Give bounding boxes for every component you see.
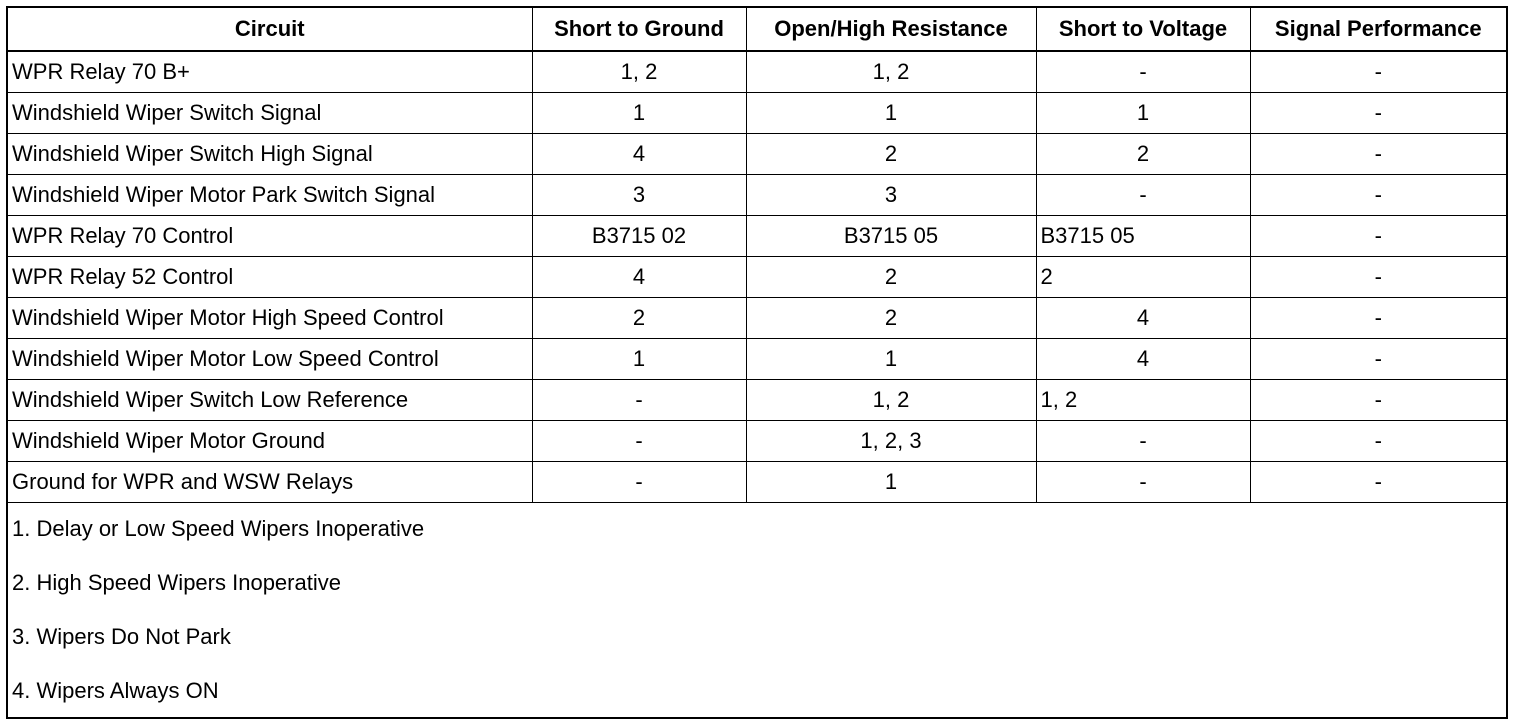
circuit-diagnosis-table	[6, 6, 1508, 719]
table-row	[7, 215, 1507, 256]
short-to-ground-cell: -	[532, 420, 746, 461]
open-high-resistance-cell: 1, 2	[746, 379, 1036, 420]
short-to-ground-cell: 2	[532, 297, 746, 338]
table-header-row	[7, 7, 1507, 51]
header-signal-performance: Signal Performance	[1250, 7, 1507, 51]
short-to-voltage-cell: 2	[1036, 256, 1250, 297]
short-to-voltage-cell: 4	[1036, 297, 1250, 338]
short-to-voltage-cell: 1	[1036, 92, 1250, 133]
table-row	[7, 133, 1507, 174]
table-row	[7, 297, 1507, 338]
short-to-ground-cell: -	[532, 379, 746, 420]
circuit-name: Windshield Wiper Switch Low Reference	[7, 379, 532, 420]
note-row	[7, 556, 1507, 610]
signal-performance-cell: -	[1250, 461, 1507, 502]
signal-performance-cell: -	[1250, 92, 1507, 133]
circuit-name: Windshield Wiper Motor Low Speed Control	[7, 338, 532, 379]
circuit-name: WPR Relay 70 B+	[7, 51, 532, 92]
signal-performance-cell: -	[1250, 174, 1507, 215]
circuit-name: Windshield Wiper Switch Signal	[7, 92, 532, 133]
table-row	[7, 379, 1507, 420]
signal-performance-cell: -	[1250, 379, 1507, 420]
short-to-ground-cell: B3715 02	[532, 215, 746, 256]
short-to-voltage-cell: 1, 2	[1036, 379, 1250, 420]
open-high-resistance-cell: 1	[746, 461, 1036, 502]
short-to-voltage-cell: -	[1036, 174, 1250, 215]
open-high-resistance-cell: 1	[746, 338, 1036, 379]
circuit-name: Windshield Wiper Motor Park Switch Signal	[7, 174, 532, 215]
short-to-ground-cell: 3	[532, 174, 746, 215]
open-high-resistance-cell: 2	[746, 256, 1036, 297]
open-high-resistance-cell: B3715 05	[746, 215, 1036, 256]
note-row	[7, 610, 1507, 664]
open-high-resistance-cell: 1	[746, 92, 1036, 133]
table-row	[7, 256, 1507, 297]
short-to-ground-cell: 1, 2	[532, 51, 746, 92]
signal-performance-cell: -	[1250, 133, 1507, 174]
table-row	[7, 51, 1507, 92]
note-row	[7, 664, 1507, 718]
circuit-name: Windshield Wiper Motor Ground	[7, 420, 532, 461]
open-high-resistance-cell: 1, 2	[746, 51, 1036, 92]
circuit-name: Ground for WPR and WSW Relays	[7, 461, 532, 502]
note-row	[7, 502, 1507, 556]
open-high-resistance-cell: 2	[746, 297, 1036, 338]
short-to-ground-cell: 1	[532, 92, 746, 133]
open-high-resistance-cell: 2	[746, 133, 1036, 174]
circuit-name: WPR Relay 52 Control	[7, 256, 532, 297]
short-to-voltage-cell: 4	[1036, 338, 1250, 379]
header-circuit: Circuit	[7, 7, 532, 51]
table-row	[7, 92, 1507, 133]
note-4: 4. Wipers Always ON	[7, 664, 1507, 718]
signal-performance-cell: -	[1250, 338, 1507, 379]
table-row	[7, 174, 1507, 215]
short-to-voltage-cell: -	[1036, 51, 1250, 92]
short-to-voltage-cell: 2	[1036, 133, 1250, 174]
signal-performance-cell: -	[1250, 256, 1507, 297]
open-high-resistance-cell: 3	[746, 174, 1036, 215]
note-2: 2. High Speed Wipers Inoperative	[7, 556, 1507, 610]
signal-performance-cell: -	[1250, 215, 1507, 256]
table-row	[7, 338, 1507, 379]
note-1: 1. Delay or Low Speed Wipers Inoperative	[7, 502, 1507, 556]
signal-performance-cell: -	[1250, 51, 1507, 92]
short-to-voltage-cell: -	[1036, 461, 1250, 502]
signal-performance-cell: -	[1250, 297, 1507, 338]
signal-performance-cell: -	[1250, 420, 1507, 461]
table-row	[7, 420, 1507, 461]
circuit-name: WPR Relay 70 Control	[7, 215, 532, 256]
short-to-ground-cell: 4	[532, 256, 746, 297]
header-short-to-ground: Short to Ground	[532, 7, 746, 51]
table-row	[7, 461, 1507, 502]
circuit-name: Windshield Wiper Motor High Speed Control	[7, 297, 532, 338]
short-to-ground-cell: 1	[532, 338, 746, 379]
open-high-resistance-cell: 1, 2, 3	[746, 420, 1036, 461]
short-to-voltage-cell: B3715 05	[1036, 215, 1250, 256]
note-3: 3. Wipers Do Not Park	[7, 610, 1507, 664]
header-short-to-voltage: Short to Voltage	[1036, 7, 1250, 51]
short-to-ground-cell: 4	[532, 133, 746, 174]
circuit-name: Windshield Wiper Switch High Signal	[7, 133, 532, 174]
short-to-voltage-cell: -	[1036, 420, 1250, 461]
short-to-ground-cell: -	[532, 461, 746, 502]
header-open-high-resistance: Open/High Resistance	[746, 7, 1036, 51]
